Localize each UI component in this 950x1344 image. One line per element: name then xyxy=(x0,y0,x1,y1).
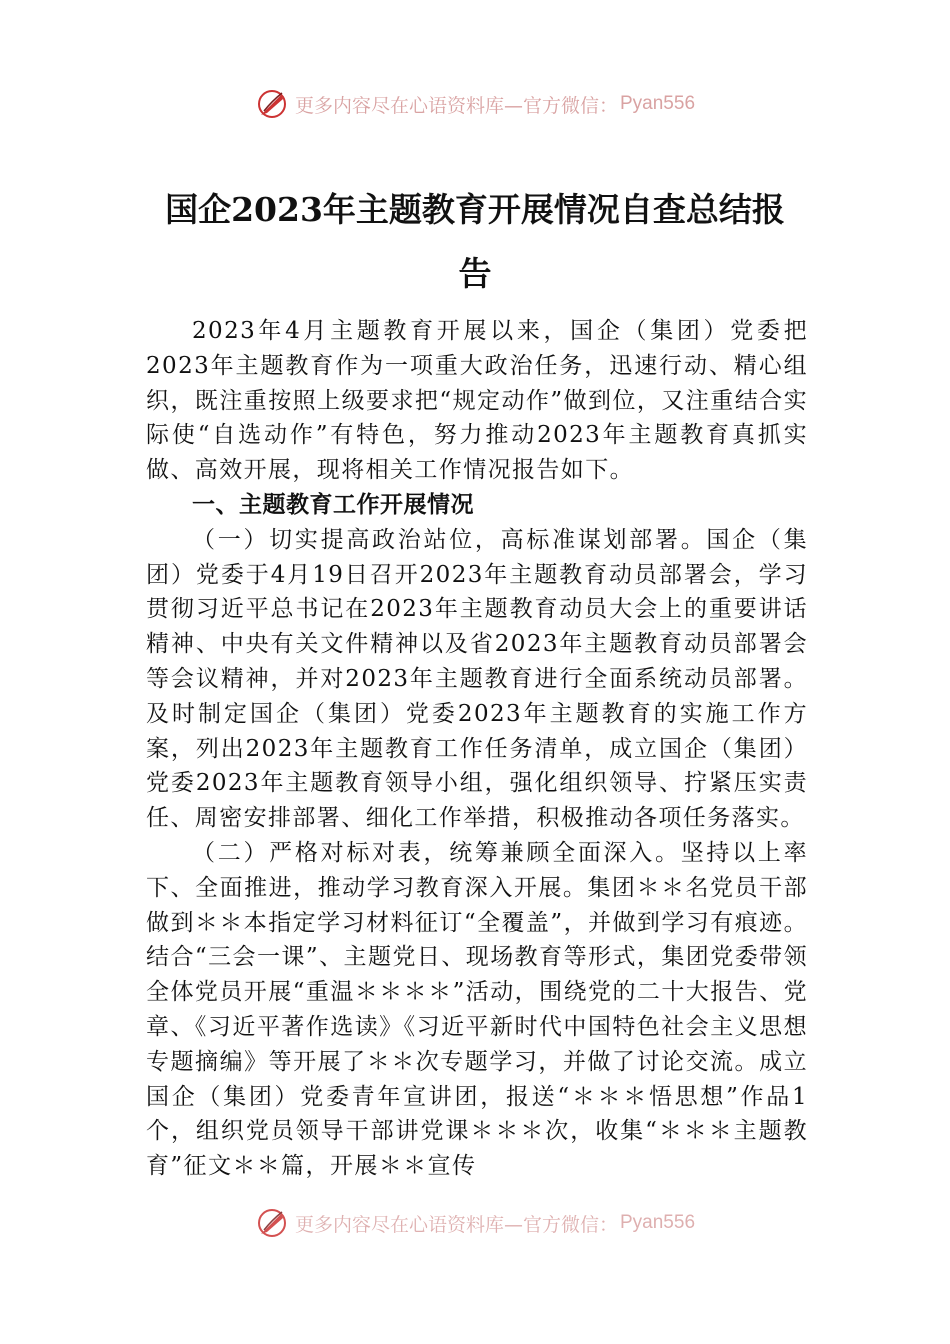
section-heading: 一、主题教育工作开展情况 xyxy=(192,491,474,518)
document-body xyxy=(146,314,808,1184)
quill-logo-icon xyxy=(255,1206,289,1240)
document-title xyxy=(120,178,830,306)
watermark-footer xyxy=(0,1203,950,1243)
paragraph-section-2: （二）严格对标对表，统筹兼顾全面深入。坚持以上率下、全面推进，推动学习教育深入开展。集团＊＊名党员干部做到＊＊本指定学习材料征订“全覆盖”，并做到学习有痕迹。结合“三会一课”、主题党日、现场教育等形式，集团党委带领全体党员开展“重温＊＊＊＊”活动，围绕党的二十大报告、党章、《习近平著作选读》《习近平新时代中国特色社会主义思想专题摘编》等开展了＊＊次专题学习，并做了讨论交流。成立国企（集团）党委青年宣讲团，报送“＊＊＊悟思想”作品1个，组织党员领导干部讲党课＊＊＊次，收集“＊＊＊主题教育”征文＊＊篇，开展＊＊宣传 xyxy=(146,839,808,1180)
watermark-wechat-id: Pyan556 xyxy=(620,93,696,114)
paragraph-intro: 2023年4月主题教育开展以来，国企（集团）党委把2023年主题教育作为一项重大政治任务，迅速行动、精心组织，既注重按照上级要求把“规定动作”做到位，又注重结合实际使“自选动作”有特色，努力推动2023年主题教育真抓实做、高效开展，现将相关工作情况报告如下。 xyxy=(146,318,808,484)
paragraph-section-1: （一）切实提高政治站位，高标准谋划部署。国企（集团）党委于4月19日召开2023年主题教育动员部署会，学习贯彻习近平总书记在2023年主题教育动员大会上的重要讲话精神、中央有关文件精神以及省2023年主题教育动员部署会等会议精神，并对2023年主题教育进行全面系统动员部署。及时制定国企（集团）党委2023年主题教育的实施工作方案，列出2023年主题教育工作任务清单，成立国企（集团）党委2023年主题教育领导小组，强化组织领导、拧紧压实责任、周密安排部署、细化工作举措，积极推动各项任务落实。 xyxy=(146,526,808,832)
watermark-text: 更多内容尽在心语资料库—官方微信： xyxy=(294,94,618,117)
document-title-line2: 告 xyxy=(458,254,492,293)
watermark-header xyxy=(0,84,950,124)
watermark-wechat-id: Pyan556 xyxy=(620,1212,696,1233)
quill-logo-icon xyxy=(255,87,289,121)
watermark-text: 更多内容尽在心语资料库—官方微信： xyxy=(294,1213,618,1236)
document-title-line1: 国企2023年主题教育开展情况自查总结报 xyxy=(165,190,785,229)
